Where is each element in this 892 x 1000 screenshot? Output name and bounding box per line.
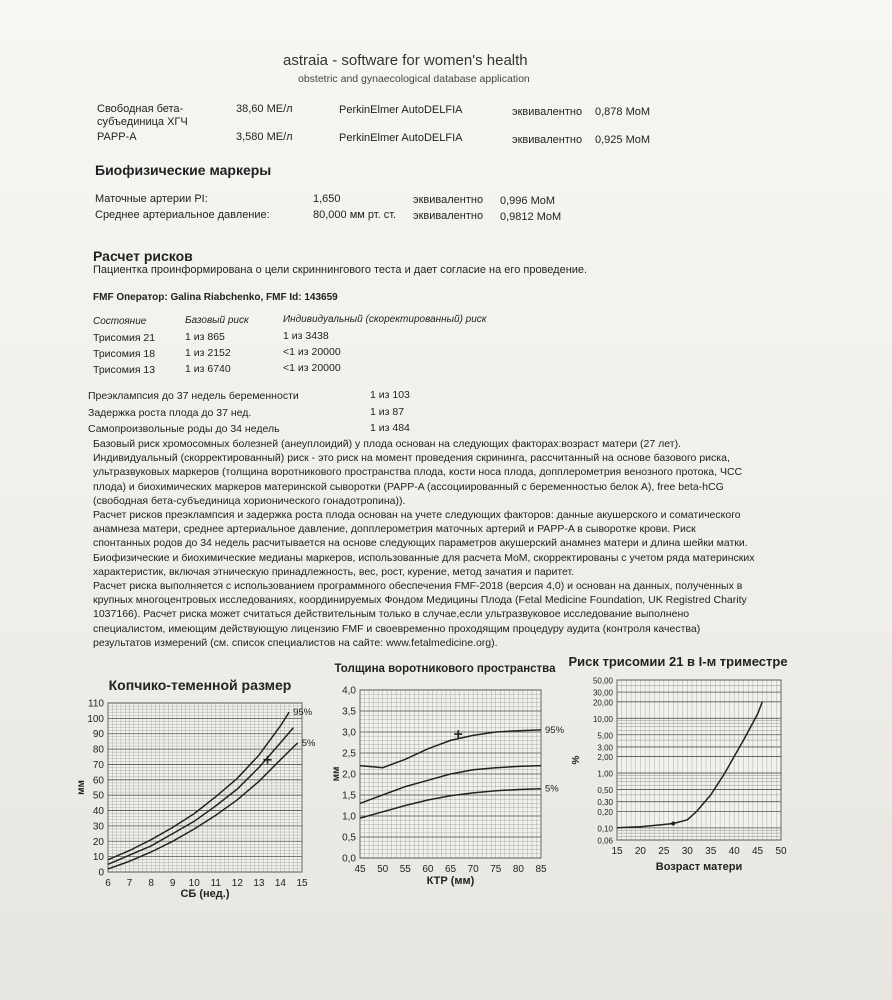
chart-x-axis-label: СБ (нед.) <box>180 888 230 900</box>
chart-series-label: 95% <box>545 724 565 736</box>
table-row-t21-individual: 1 из 3438 <box>283 330 329 342</box>
chart-y-tick-label: 10 <box>92 852 104 864</box>
table-row-t13-individual: <1 из 20000 <box>283 362 341 374</box>
col-header-condition: Состояние <box>93 316 147 327</box>
fgr-label: Задержка роста плода до 37 нед. <box>88 407 252 419</box>
uterine-pi-mom: 0,996 MoM <box>500 195 556 207</box>
chart-plot-area <box>617 680 781 840</box>
chart-y-tick-label: 1,5 <box>342 790 356 802</box>
paragraph-line: Биофизические и биохимические медианы маркеров, использованные для расчета MoM, скорректированы с учетом ряда материнских <box>93 551 755 564</box>
chart-x-tick-label: 20 <box>634 846 646 857</box>
chart-x-tick-label: 45 <box>354 864 366 875</box>
paragraph-line: специалистом, имеющим действующую лицензию FMF и своевременно проходящим процедуру аудита (контроля качества) <box>93 622 701 635</box>
map-value: 80,000 мм рт. ст. <box>313 209 397 221</box>
col-header-individual: Индивидуальный (скоректированный) риск <box>283 314 487 325</box>
table-row-t18-base: 1 из 2152 <box>185 347 231 359</box>
consent-text: Пациентка проинформирована о цели скриннингового теста и дает согласие на его проведение. <box>93 264 588 276</box>
paragraph-line: 1037166). Расчет риска может считаться действительным только в случае,если ультразвуковое исследование выполнено <box>93 608 690 621</box>
chart-series-label: 95% <box>293 707 313 719</box>
chart-y-tick-label: 0,30 <box>597 798 613 808</box>
table-row-t13-base: 1 из 6740 <box>185 363 231 375</box>
chart-x-tick-label: 80 <box>512 864 524 875</box>
chart-x-tick-label: 15 <box>611 846 623 857</box>
chart-series-label: 5% <box>545 783 559 795</box>
preeclampsia-label: Преэклампсия до 37 недель беременности <box>88 390 299 402</box>
chart-x-tick-label: 55 <box>399 864 411 875</box>
chart-y-tick-label: 10,00 <box>592 714 613 724</box>
free-beta-hcg-value: 38,60 МЕ/л <box>236 103 293 115</box>
chart-y-tick-label: 0,0 <box>342 853 356 865</box>
paragraph-line: Расчет рисков преэклампсия и задержка роста плода основан на учете следующих факторов: данные акушерского и соматического <box>93 509 741 522</box>
chart-y-tick-label: 20,00 <box>592 698 613 708</box>
paragraph-line: Индивидуальный (скорректированный) риск - это риск на момент проведения скрининга, рассчитанный на основе базового риска, <box>93 452 730 465</box>
papp-a-label: PAPP-A <box>97 131 137 143</box>
table-row-t18-name: Трисомия 18 <box>93 348 156 360</box>
chart-y-tick-label: 5,00 <box>597 731 613 741</box>
uterine-pi-value: 1,650 <box>313 193 341 205</box>
chart-series-label: 5% <box>301 737 316 749</box>
chart-x-tick-label: 85 <box>535 864 547 875</box>
chart-y-tick-label: 110 <box>88 698 104 710</box>
chart-x-tick-label: 7 <box>126 878 133 889</box>
uterine-pi-eq: эквивалентно <box>413 194 484 206</box>
map-mom: 0,9812 MoM <box>500 211 562 223</box>
chart-y-tick-label: 20 <box>92 836 104 848</box>
paragraph-line: спонтанных родов до 34 недель расчитывается на основе следующих параметров акушерский анамнез матери и длина шейки матки. <box>93 537 748 550</box>
preeclampsia-value: 1 из 103 <box>370 389 410 401</box>
chart-x-tick-label: 50 <box>775 846 787 857</box>
preterm-value: 1 из 484 <box>370 422 410 434</box>
header-title: astraia - software for women's health <box>283 52 528 69</box>
chart-y-tick-label: 3,5 <box>342 706 356 718</box>
chart-y-tick-label: 0,50 <box>597 786 613 796</box>
chart-title: Риск трисомии 21 в I-м триместре <box>568 654 788 669</box>
paragraph-line: ультразвуковых маркеров (толщина воротникового пространства плода, кости носа плода, допплерометрия венозного протока, ЧСС <box>93 466 743 479</box>
chart-x-tick-label: 30 <box>681 846 693 857</box>
chart-y-tick-label: 100 <box>87 713 104 725</box>
free-beta-hcg-method: PerkinElmer AutoDELFIA <box>339 104 463 116</box>
paragraph-line: характеристик, включая этническую принадлежность, вес, рост, курение, метод зачатия и паритет. <box>93 565 575 578</box>
chart-x-tick-label: 40 <box>728 846 740 857</box>
chart-x-tick-label: 60 <box>422 864 434 875</box>
chart-x-tick-label: 8 <box>148 878 154 889</box>
table-row-t18-individual: <1 из 20000 <box>283 346 341 358</box>
papp-a-eq: эквивалентно <box>512 134 583 146</box>
chart-x-axis-label: КТР (мм) <box>426 875 475 887</box>
paragraph-line: (свободная бета-субъединица хорионического гонадотропина)). <box>93 494 406 507</box>
paragraph-line: результатов измерений (см. список специалистов на сайте: www.fetalmedicine.org). <box>93 636 498 649</box>
paragraph-line: крупных многоцентровых исследованиях, координируемых Фондом Медицины Плода (Fetal Medicine Foundation, UK Registred Charity <box>93 594 747 607</box>
chart-patient-point <box>671 822 675 826</box>
chart-y-axis-label: мм <box>76 780 87 795</box>
paragraph-line: Базовый риск хромосомных болезней (анеуплоидий) у плода основан на следующих факторах:возраст матери (27 лет). <box>93 438 681 450</box>
chart-y-tick-label: 0,5 <box>342 832 356 844</box>
chart-y-tick-label: 90 <box>92 729 104 741</box>
chart-y-tick-label: 3,00 <box>597 743 613 753</box>
chart-y-tick-label: 3,0 <box>342 727 356 739</box>
table-row-t21-name: Трисомия 21 <box>93 332 156 344</box>
operator-line: FMF Оператор: Galina Riabchenko, FMF Id: 143659 <box>93 292 338 303</box>
chart-x-tick-label: 45 <box>752 846 764 857</box>
col-header-base: Базовый риск <box>185 315 249 326</box>
chart-y-axis-label: мм <box>331 766 342 782</box>
table-row-t21-base: 1 из 865 <box>185 331 225 343</box>
chart-x-tick-label: 14 <box>274 878 287 889</box>
chart-y-axis-label: % <box>571 755 582 765</box>
papp-a-value: 3,580 МЕ/л <box>236 131 293 143</box>
biophys-heading: Биофизические маркеры <box>95 162 272 178</box>
chart-y-tick-label: 50 <box>92 790 104 802</box>
papp-a-mom: 0,925 MoM <box>595 134 651 146</box>
chart-y-tick-label: 70 <box>92 759 104 771</box>
preterm-label: Самопроизвольные роды до 34 недель <box>88 423 280 435</box>
chart-y-tick-label: 40 <box>92 806 104 818</box>
chart-y-tick-label: 60 <box>92 775 104 787</box>
chart-y-tick-label: 4,0 <box>342 685 356 697</box>
chart-y-tick-label: 0,10 <box>597 824 613 834</box>
chart-x-tick-label: 12 <box>231 878 243 889</box>
chart-x-tick-label: 35 <box>705 846 717 857</box>
chart-y-tick-label: 1,0 <box>342 811 356 823</box>
paragraph-line: плода) и биохимических маркеров материнской сыворотки (PAPP-A (ассоциированный с беременностью белок А), free beta-hCG <box>93 480 724 493</box>
fgr-value: 1 из 87 <box>370 406 405 418</box>
chart-x-tick-label: 75 <box>490 864 502 875</box>
chart-x-tick-label: 6 <box>105 878 111 889</box>
free-beta-hcg-mom: 0,878 MoM <box>595 106 651 118</box>
chart-x-tick-label: 15 <box>296 878 308 889</box>
chart-y-tick-label: 30 <box>92 821 104 833</box>
chart-y-tick-label: 2,00 <box>597 753 613 763</box>
chart-title: Копчико-теменной размер <box>108 677 292 693</box>
papp-a-method: PerkinElmer AutoDELFIA <box>339 132 463 144</box>
table-row-t13-name: Трисомия 13 <box>93 364 156 376</box>
header-subtitle: obstetric and gynaecological database application <box>298 73 530 85</box>
chart-y-tick-label: 0,06 <box>597 836 613 846</box>
chart-x-tick-label: 11 <box>210 878 221 889</box>
chart-y-tick-label: 1,00 <box>597 769 613 779</box>
chart-x-tick-label: 50 <box>377 864 389 875</box>
chart-x-tick-label: 70 <box>467 864 479 875</box>
chart-y-tick-label: 0 <box>98 867 104 879</box>
chart-x-tick-label: 13 <box>253 878 265 889</box>
free-beta-hcg-eq: эквивалентно <box>512 106 583 118</box>
chart-y-tick-label: 2,0 <box>342 769 356 781</box>
chart-x-tick-label: 25 <box>658 846 670 857</box>
paragraph-line: анамнеза матери, среднее артериальное давление, допплерометрия маточных артерий и PAPP-A в сыворотке крови. Риск <box>93 523 696 536</box>
chart-x-tick-label: 10 <box>188 878 200 889</box>
chart-x-tick-label: 9 <box>169 878 176 889</box>
map-eq: эквивалентно <box>413 210 484 222</box>
uterine-pi-label: Маточные артерии PI: <box>95 193 208 205</box>
free-beta-hcg-label-2: субъединица ХГЧ <box>97 116 188 128</box>
map-label: Среднее артериальное давление: <box>95 209 270 221</box>
paragraph-line: Расчет риска выполняется с использованием программного обеспечения FMF-2018 (версия 4,0) и основан на данных, полученных в <box>93 580 743 593</box>
chart-y-tick-label: 2,5 <box>342 748 356 760</box>
risk-heading: Расчет рисков <box>93 248 193 264</box>
chart-x-tick-label: 65 <box>444 864 457 875</box>
chart-title: Толщина воротникового пространства <box>334 663 556 675</box>
chart-x-axis-label: Возраст матери <box>655 861 743 873</box>
chart-y-tick-label: 80 <box>92 744 104 756</box>
free-beta-hcg-label: Свободная бета- <box>97 103 184 115</box>
chart-y-tick-label: 0,20 <box>597 807 613 817</box>
chart-y-tick-label: 50,00 <box>592 676 613 686</box>
chart-y-tick-label: 30,00 <box>592 688 613 698</box>
